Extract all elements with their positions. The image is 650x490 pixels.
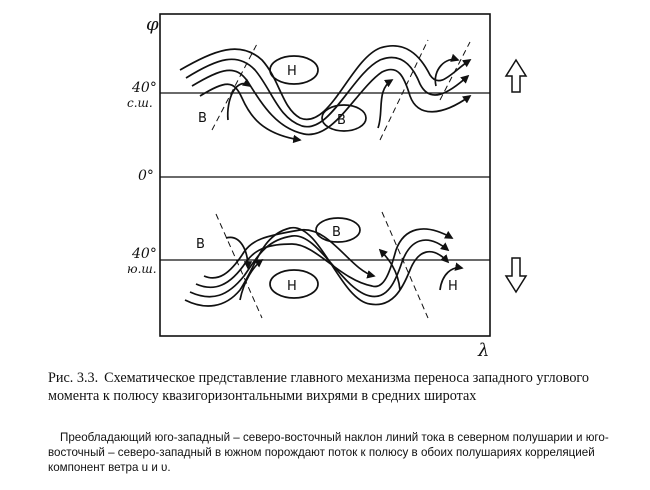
south-low-label: Н <box>287 279 297 294</box>
south-high-left-label: В <box>196 237 205 252</box>
down-arrow-icon <box>506 258 526 292</box>
up-arrow-icon <box>506 60 526 92</box>
lat-equator-label: 0° <box>138 168 154 184</box>
north-high-label: В <box>337 113 346 128</box>
south-streamlines <box>185 218 462 306</box>
lat-south-hemi-label: ю.ш. <box>127 262 157 276</box>
south-high-label: В <box>332 225 341 240</box>
lat-north-deg-label: 40° <box>132 80 157 96</box>
figure-number: Рис. 3.3. <box>48 370 99 386</box>
figure-caption-text: Схематическое представление главного механизма переноса западного углового момента к полюсу квазигоризонтальными вихрями в средних широтах <box>48 370 589 404</box>
axis-phi-label: φ <box>146 14 159 35</box>
lat-south-deg-label: 40° <box>132 246 157 262</box>
north-low-label: Н <box>287 64 297 79</box>
south-low-right-label: Н <box>448 279 458 294</box>
figure-note: Преобладающий юго-западный – северо-восточный наклон линий тока в северном полушарии и юго-восточный – северо-западный в южном порождают поток к полюсу в обоих полушариях корреляцией компонент ветра u и υ. <box>48 431 609 474</box>
north-high-left-label: В <box>198 111 207 126</box>
axis-lambda-label: λ <box>478 340 490 361</box>
figure-caption <box>48 370 638 405</box>
lat-north-hemi-label: с.ш. <box>127 96 153 110</box>
